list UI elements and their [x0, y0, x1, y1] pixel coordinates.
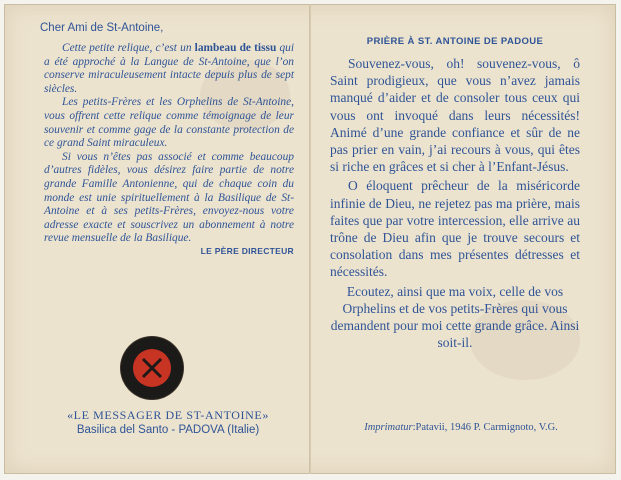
relic-text-end: qui a été approché à la Langue de St-Antoine, que l’on conserve miraculeusement intacte depuis plus de sept siècles.	[44, 42, 295, 95]
prayer-title: PRIÈRE À ST. ANTOINE DE PADOUE	[366, 36, 544, 47]
seal-center	[133, 349, 171, 387]
messenger-title: «LE MESSAGER DE ST-ANTOINE»	[67, 408, 269, 422]
prayer-paragraph-2: O éloquent prêcheur de la miséricorde infinie de Dieu, ne rejetez pas ma prière, mais faites que par votre intercession, elle arrive au trône de Dieu afin que je trouve secours et consolation dans mes présentes détresses et nécessités.	[330, 178, 580, 280]
greeting: Cher Ami de St-Antoine,	[40, 22, 164, 34]
relic-seal-icon	[121, 337, 183, 399]
left-panel	[40, 22, 295, 264]
right-panel	[330, 36, 580, 351]
relic-text-bold: lambeau de tissu	[194, 42, 277, 54]
orphans-paragraph: Les petits-Frères et les Orphelins de St-Antoine, vous offrent cette relique comme témoignage de leur souvenir et comme gage de la constante protection de ce grand Saint miraculeux.	[44, 96, 294, 150]
signature: LE PÈRE DIRECTEUR	[200, 245, 294, 256]
prayer-paragraph-3: Ecoutez, ainsi que ma voix, celle de vos Orphelins et de vos petits-Frères qui vous demandent pour moi cette grande grâce. Ainsi soit-il.	[330, 283, 580, 351]
imprimatur-label: Imprimatur	[364, 422, 413, 433]
relic-text-start: Cette petite relique, c’est un	[62, 42, 195, 54]
imprimatur-text: :Patavii, 1946 P. Carmignoto, V.G.	[412, 422, 558, 433]
prayer-paragraph-1: Souvenez-vous, oh! souvenez-vous, ô Saint prodigieux, que vous n’avez jamais manqué d’aider et de consoler tous ceux qui vous ont invoqué dans leurs nécessités! Animé d’une grande confiance et sûr de ne pas prier en vain, j’ai recours à vous, qui êtes si riche en grâces et si cher à l’Enfant-Jésus.	[330, 56, 580, 175]
subscription-paragraph: Si vous n’êtes pas associé et comme beaucoup d’autres fidèles, vous désirez faire partie de notre grande Famille Antonienne, qui de chaque coin du monde est unie spirituellement à la Basilique de St-Antoine et à ses petits-Frères, envoyez-nous votre adresse exacte et souscrivez un abonnement à notre revue mensuelle de la Basilique.	[44, 150, 294, 245]
basilica-address: Basilica del Santo - PADOVA (Italie)	[76, 424, 260, 436]
relic-paragraph	[44, 42, 294, 96]
imprimatur	[330, 422, 592, 433]
card-fold	[309, 4, 311, 474]
cross-icon	[133, 349, 171, 387]
